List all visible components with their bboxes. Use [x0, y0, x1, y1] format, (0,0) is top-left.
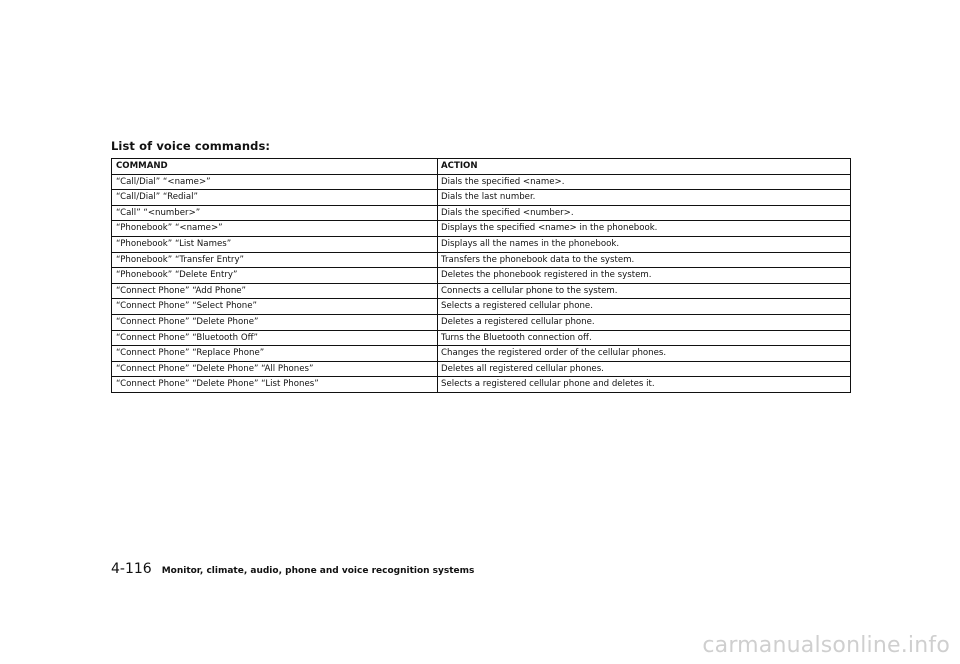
table-row [112, 268, 851, 284]
table-row [112, 190, 851, 206]
command-cell: “Connect Phone” “Delete Phone” [112, 314, 438, 330]
table-row [112, 314, 851, 330]
page-footer [111, 561, 474, 577]
action-cell: Selects a registered cellular phone. [438, 299, 851, 315]
action-cell: Selects a registered cellular phone and deletes it. [438, 377, 851, 393]
command-cell: “Call/Dial” “<name>” [112, 174, 438, 190]
section-title: List of voice commands: [111, 139, 271, 153]
chapter-title: Monitor, climate, audio, phone and voice recognition systems [161, 566, 475, 576]
table-row [112, 236, 851, 252]
table-row [112, 252, 851, 268]
table-row [112, 205, 851, 221]
action-cell: Connects a cellular phone to the system. [438, 283, 851, 299]
action-cell: Deletes a registered cellular phone. [438, 314, 851, 330]
table-row [112, 283, 851, 299]
action-cell: Transfers the phonebook data to the system. [438, 252, 851, 268]
action-cell: Dials the last number. [438, 190, 851, 206]
action-cell: Deletes the phonebook registered in the system. [438, 268, 851, 284]
command-cell: “Phonebook” “Delete Entry” [112, 268, 438, 284]
table-row [112, 330, 851, 346]
column-header-action: ACTION [438, 159, 851, 175]
command-cell: “Connect Phone” “Replace Phone” [112, 346, 438, 362]
action-cell: Dials the specified <name>. [438, 174, 851, 190]
command-cell: “Connect Phone” “Delete Phone” “List Phones” [112, 377, 438, 393]
command-cell: “Phonebook” “<name>” [112, 221, 438, 237]
action-cell: Turns the Bluetooth connection off. [438, 330, 851, 346]
voice-commands-table [111, 158, 851, 393]
action-cell: Dials the specified <number>. [438, 205, 851, 221]
watermark: carmanualsonline.info [702, 633, 950, 658]
command-cell: “Phonebook” “Transfer Entry” [112, 252, 438, 268]
command-cell: “Phonebook” “List Names” [112, 236, 438, 252]
table-row [112, 174, 851, 190]
table-row [112, 377, 851, 393]
page-number: 4-116 [111, 561, 152, 577]
command-cell: “Connect Phone” “Delete Phone” “All Phones” [112, 361, 438, 377]
table-row [112, 361, 851, 377]
command-cell: “Connect Phone” “Select Phone” [112, 299, 438, 315]
command-cell: “Call” “<number>” [112, 205, 438, 221]
command-cell: “Call/Dial” “Redial” [112, 190, 438, 206]
action-cell: Deletes all registered cellular phones. [438, 361, 851, 377]
table-row [112, 299, 851, 315]
command-cell: “Connect Phone” “Add Phone” [112, 283, 438, 299]
command-cell: “Connect Phone” “Bluetooth Off” [112, 330, 438, 346]
action-cell: Displays the specified <name> in the phonebook. [438, 221, 851, 237]
table-row [112, 346, 851, 362]
table-row [112, 221, 851, 237]
table-header-row [112, 159, 851, 175]
action-cell: Changes the registered order of the cellular phones. [438, 346, 851, 362]
action-cell: Displays all the names in the phonebook. [438, 236, 851, 252]
column-header-command: COMMAND [112, 159, 438, 175]
